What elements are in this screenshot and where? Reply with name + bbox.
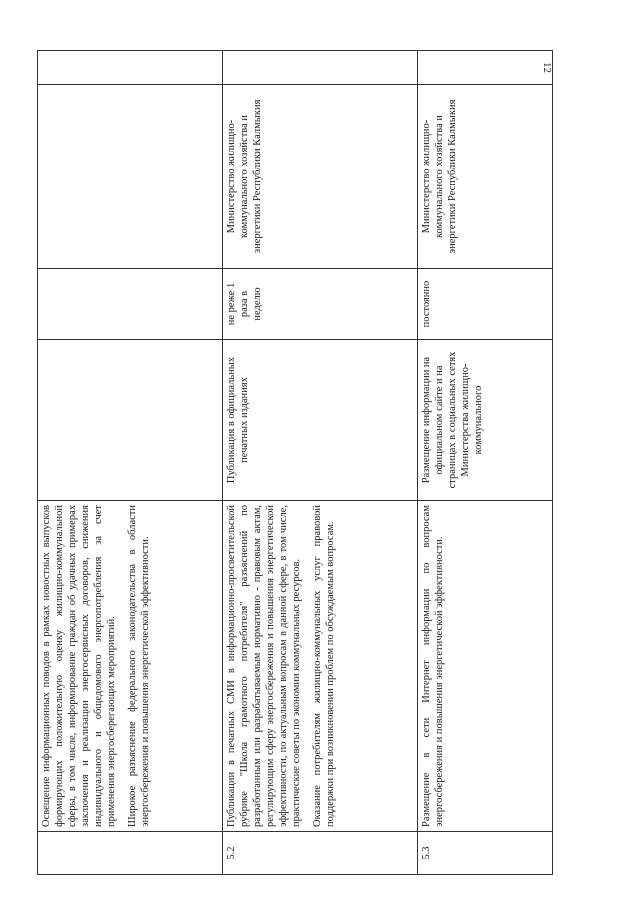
activity-cell: [418, 501, 553, 832]
responsible-cell: [38, 85, 223, 269]
extra-cell: [418, 51, 553, 85]
activities-table: [37, 50, 553, 875]
table-row: [418, 51, 553, 875]
table-row: [223, 51, 418, 875]
page-number: 12: [541, 62, 553, 73]
form-cell: Размещение информации на официальном сайте и на страницах в социальных сетях Министерства жилищно-коммунального: [418, 340, 553, 501]
activity-cell: [38, 501, 223, 832]
activity-paragraph: Освещение информационных поводов в рамках новостных выпусков формирующих положительную оценку жилищно-коммунальной сферы, в том числе, информирование граждан об удачных примерах заключения и реализации энергосервисных договоров, снижения индивидуального и общедомового энергопотребления за счет применения энергосберегающих мероприятий.: [41, 505, 117, 827]
form-cell: [38, 340, 223, 501]
activity-paragraph: Размещение в сети Интернет информации по вопросам энергосбережения и повышения энергетической эффективности.: [421, 505, 445, 827]
rotated-table-container: [37, 50, 552, 875]
term-cell: постоянно: [418, 269, 553, 340]
row-number: 5.3: [418, 832, 553, 875]
activity-cell: [223, 501, 418, 832]
row-number: 5.2: [223, 832, 418, 875]
table-row: [38, 51, 223, 875]
form-cell: Публикация в официальных печатных изданиях: [223, 340, 418, 501]
activity-paragraph: Публикации в печатных СМИ в информационно-просветительской рубрике "Школа грамотного потребителя" разъяснений по разработанным или разрабатываемым нормативно - правовым актам, регулирующим сферу энергосбережения и повышения энергетической эффективности, по актуальным вопросам в данной сфере, в том числе, практические советы по экономии коммунальных ресурсов.: [226, 505, 302, 827]
activity-paragraph: Широкое разъяснение федерального законодательства в области энергосбережения и повышения энергетической эффективности.: [127, 505, 151, 827]
row-number: [38, 832, 223, 875]
responsible-cell: Министерство жилищно-коммунального хозяйства и энергетики Республики Калмыкия: [223, 85, 418, 269]
activity-paragraph: Оказание потребителям жилищно-коммунальных услуг правовой поддержки при возникновении проблем по обсуждаемым вопросам.: [312, 505, 336, 827]
responsible-cell: Министерство жилищно-коммунального хозяйства и энергетики Республики Калмыкия: [418, 85, 553, 269]
term-cell: не реже 1 раза в неделю: [223, 269, 418, 340]
extra-cell: [38, 51, 223, 85]
term-cell: [38, 269, 223, 340]
extra-cell: [223, 51, 418, 85]
